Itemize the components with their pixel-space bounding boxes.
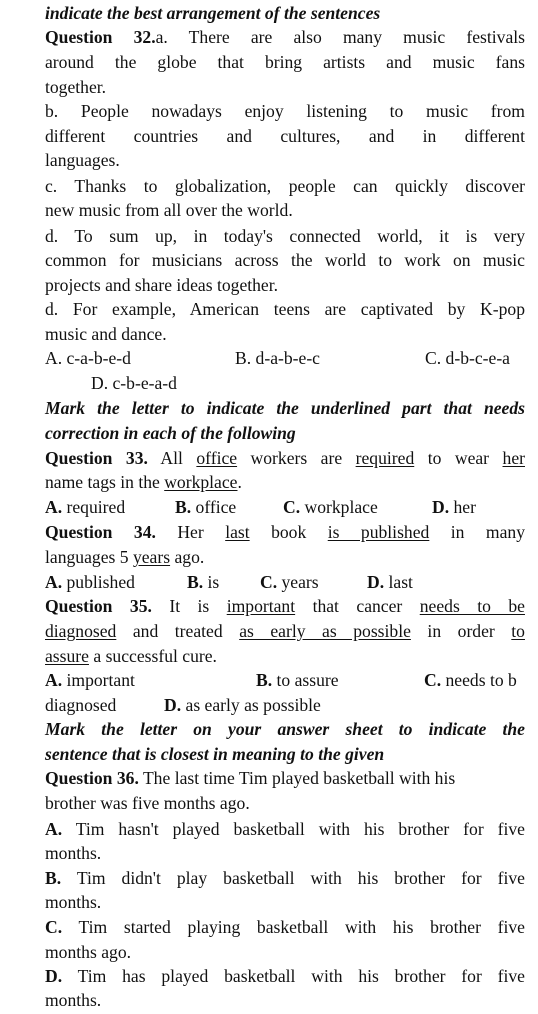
q33-underlined-her: her (502, 448, 525, 468)
q33-underlined-required: required (355, 448, 415, 468)
q33-option-d[interactable]: D. her (432, 497, 476, 517)
q35-underlined-important: important (226, 596, 296, 616)
q35-option-d[interactable]: D. as early as possible (164, 695, 321, 715)
q32-option-a[interactable]: A. c-a-b-e-d (45, 348, 131, 368)
question-36-label: Question 36. (45, 768, 139, 788)
question-32-line-1 (45, 25, 525, 49)
q32-option-c[interactable]: C. d-b-c-e-a (425, 348, 510, 368)
instruction-arrangement-tail: indicate the best arrangement of the sentences (45, 3, 381, 23)
q36-option-c[interactable]: C. Tim started playing basketball with his brother five (45, 917, 525, 937)
q34-underlined-years: years (132, 547, 171, 567)
instruction-meaning-line-2: sentence that is closest in meaning to the given (45, 744, 385, 764)
q32-options-row (45, 346, 525, 370)
q35-option-a[interactable]: A. important (45, 670, 135, 690)
instruction-error-line-2: correction in each of the following (45, 423, 296, 443)
q35-underlined-to: to (511, 621, 525, 641)
q32-sentence-b-part-2: different countries and cultures, and in different (45, 126, 525, 146)
q35-option-c-continued: diagnosed (45, 695, 117, 715)
q32-sentence-b-part-3: languages. (45, 150, 120, 170)
q36-option-a[interactable]: A. Tim hasn't played basketball with his brother for five (45, 819, 525, 839)
q32-sentence-e-part-2: music and dance. (45, 324, 167, 344)
q35-underlined-as-early-as-possible: as early as possible (239, 621, 411, 641)
instruction-meaning-line-1: Mark the letter on your answer sheet to indicate the (45, 719, 525, 739)
question-36-line-2: brother was five months ago. (45, 793, 250, 813)
q32-sentence-d-part-1: d. To sum up, in today's connected world, it is very (45, 226, 525, 246)
q32-sentence-d-part-2: common for musicians across the world to work on music (45, 250, 525, 270)
q35-option-c[interactable]: C. needs to b (424, 670, 517, 690)
q32-sentence-a-part-3: together. (45, 77, 107, 97)
q32-option-d[interactable]: D. c-b-e-a-d (91, 373, 177, 393)
q34-option-c[interactable]: C. years (260, 572, 319, 592)
q32-sentence-a-part-2: around the globe that bring artists and music fans (45, 52, 525, 72)
question-34-line-2: languages 5 years ago. (45, 547, 205, 567)
q34-option-b[interactable]: B. is (187, 572, 220, 592)
q32-sentence-b-part-1: b. People nowadays enjoy listening to music from (45, 101, 525, 121)
question-34-line-1: Question 34. Her last book is published in many (45, 522, 525, 542)
question-35-line-2: diagnosed and treated as early as possible in order to (45, 621, 525, 641)
question-35-line-1: Question 35. It is important that cancer needs to be (45, 596, 525, 616)
question-36-line-1: Question 36. The last time Tim played basketball with his (45, 768, 456, 788)
q35-underlined-needs-to-be: needs to be (419, 596, 525, 616)
q35-underlined-diagnosed: diagnosed (45, 621, 117, 641)
q36-option-d[interactable]: D. Tim has played basketball with his brother for five (45, 966, 525, 986)
q36-option-b-continued: months. (45, 892, 102, 912)
q33-option-c[interactable]: C. workplace (283, 497, 378, 517)
question-34-label: Question 34. (45, 522, 156, 542)
q32-option-b[interactable]: B. d-a-b-e-c (235, 348, 320, 368)
q34-underlined-is-published: is published (327, 522, 430, 542)
q33-option-a[interactable]: A. required (45, 497, 126, 517)
q34-options-row (45, 570, 525, 594)
q34-option-d[interactable]: D. last (367, 572, 413, 592)
q36-option-c-continued: months ago. (45, 942, 132, 962)
q35-option-b[interactable]: B. to assure (256, 670, 339, 690)
q34-option-a[interactable]: A. published (45, 572, 135, 592)
q33-underlined-workplace: workplace (164, 472, 238, 492)
question-35-label: Question 35. (45, 596, 152, 616)
q32-sentence-a-part-1: a. There are also many music festivals (155, 27, 525, 47)
q32-sentence-e-part-1: d. For example, American teens are captivated by K-pop (45, 299, 525, 319)
q36-option-a-continued: months. (45, 843, 102, 863)
q32-sentence-c-part-1: c. Thanks to globalization, people can quickly discover (45, 176, 525, 196)
q36-option-d-continued: months. (45, 990, 102, 1010)
q35-options-row-2 (45, 693, 525, 717)
instruction-error-line-1: Mark the letter to indicate the underlined part that needs (45, 398, 525, 418)
q36-option-b[interactable]: B. Tim didn't play basketball with his brother for five (45, 868, 525, 888)
q32-sentence-c-part-2: new music from all over the world. (45, 200, 293, 220)
question-33-line-1: Question 33. All office workers are required to wear her (45, 448, 525, 468)
q35-options-row (45, 668, 538, 692)
q35-underlined-assure: assure (45, 646, 89, 666)
q33-underlined-office: office (196, 448, 238, 468)
question-33-label: Question 33. (45, 448, 148, 468)
q33-option-b[interactable]: B. office (175, 497, 237, 517)
q33-options-row (45, 495, 525, 519)
question-33-line-2: name tags in the workplace. (45, 472, 242, 492)
q32-sentence-d-part-3: projects and share ideas together. (45, 275, 279, 295)
question-35-line-3: assure a successful cure. (45, 646, 217, 666)
question-32-label: Question 32. (45, 27, 156, 47)
q34-underlined-last: last (225, 522, 250, 542)
